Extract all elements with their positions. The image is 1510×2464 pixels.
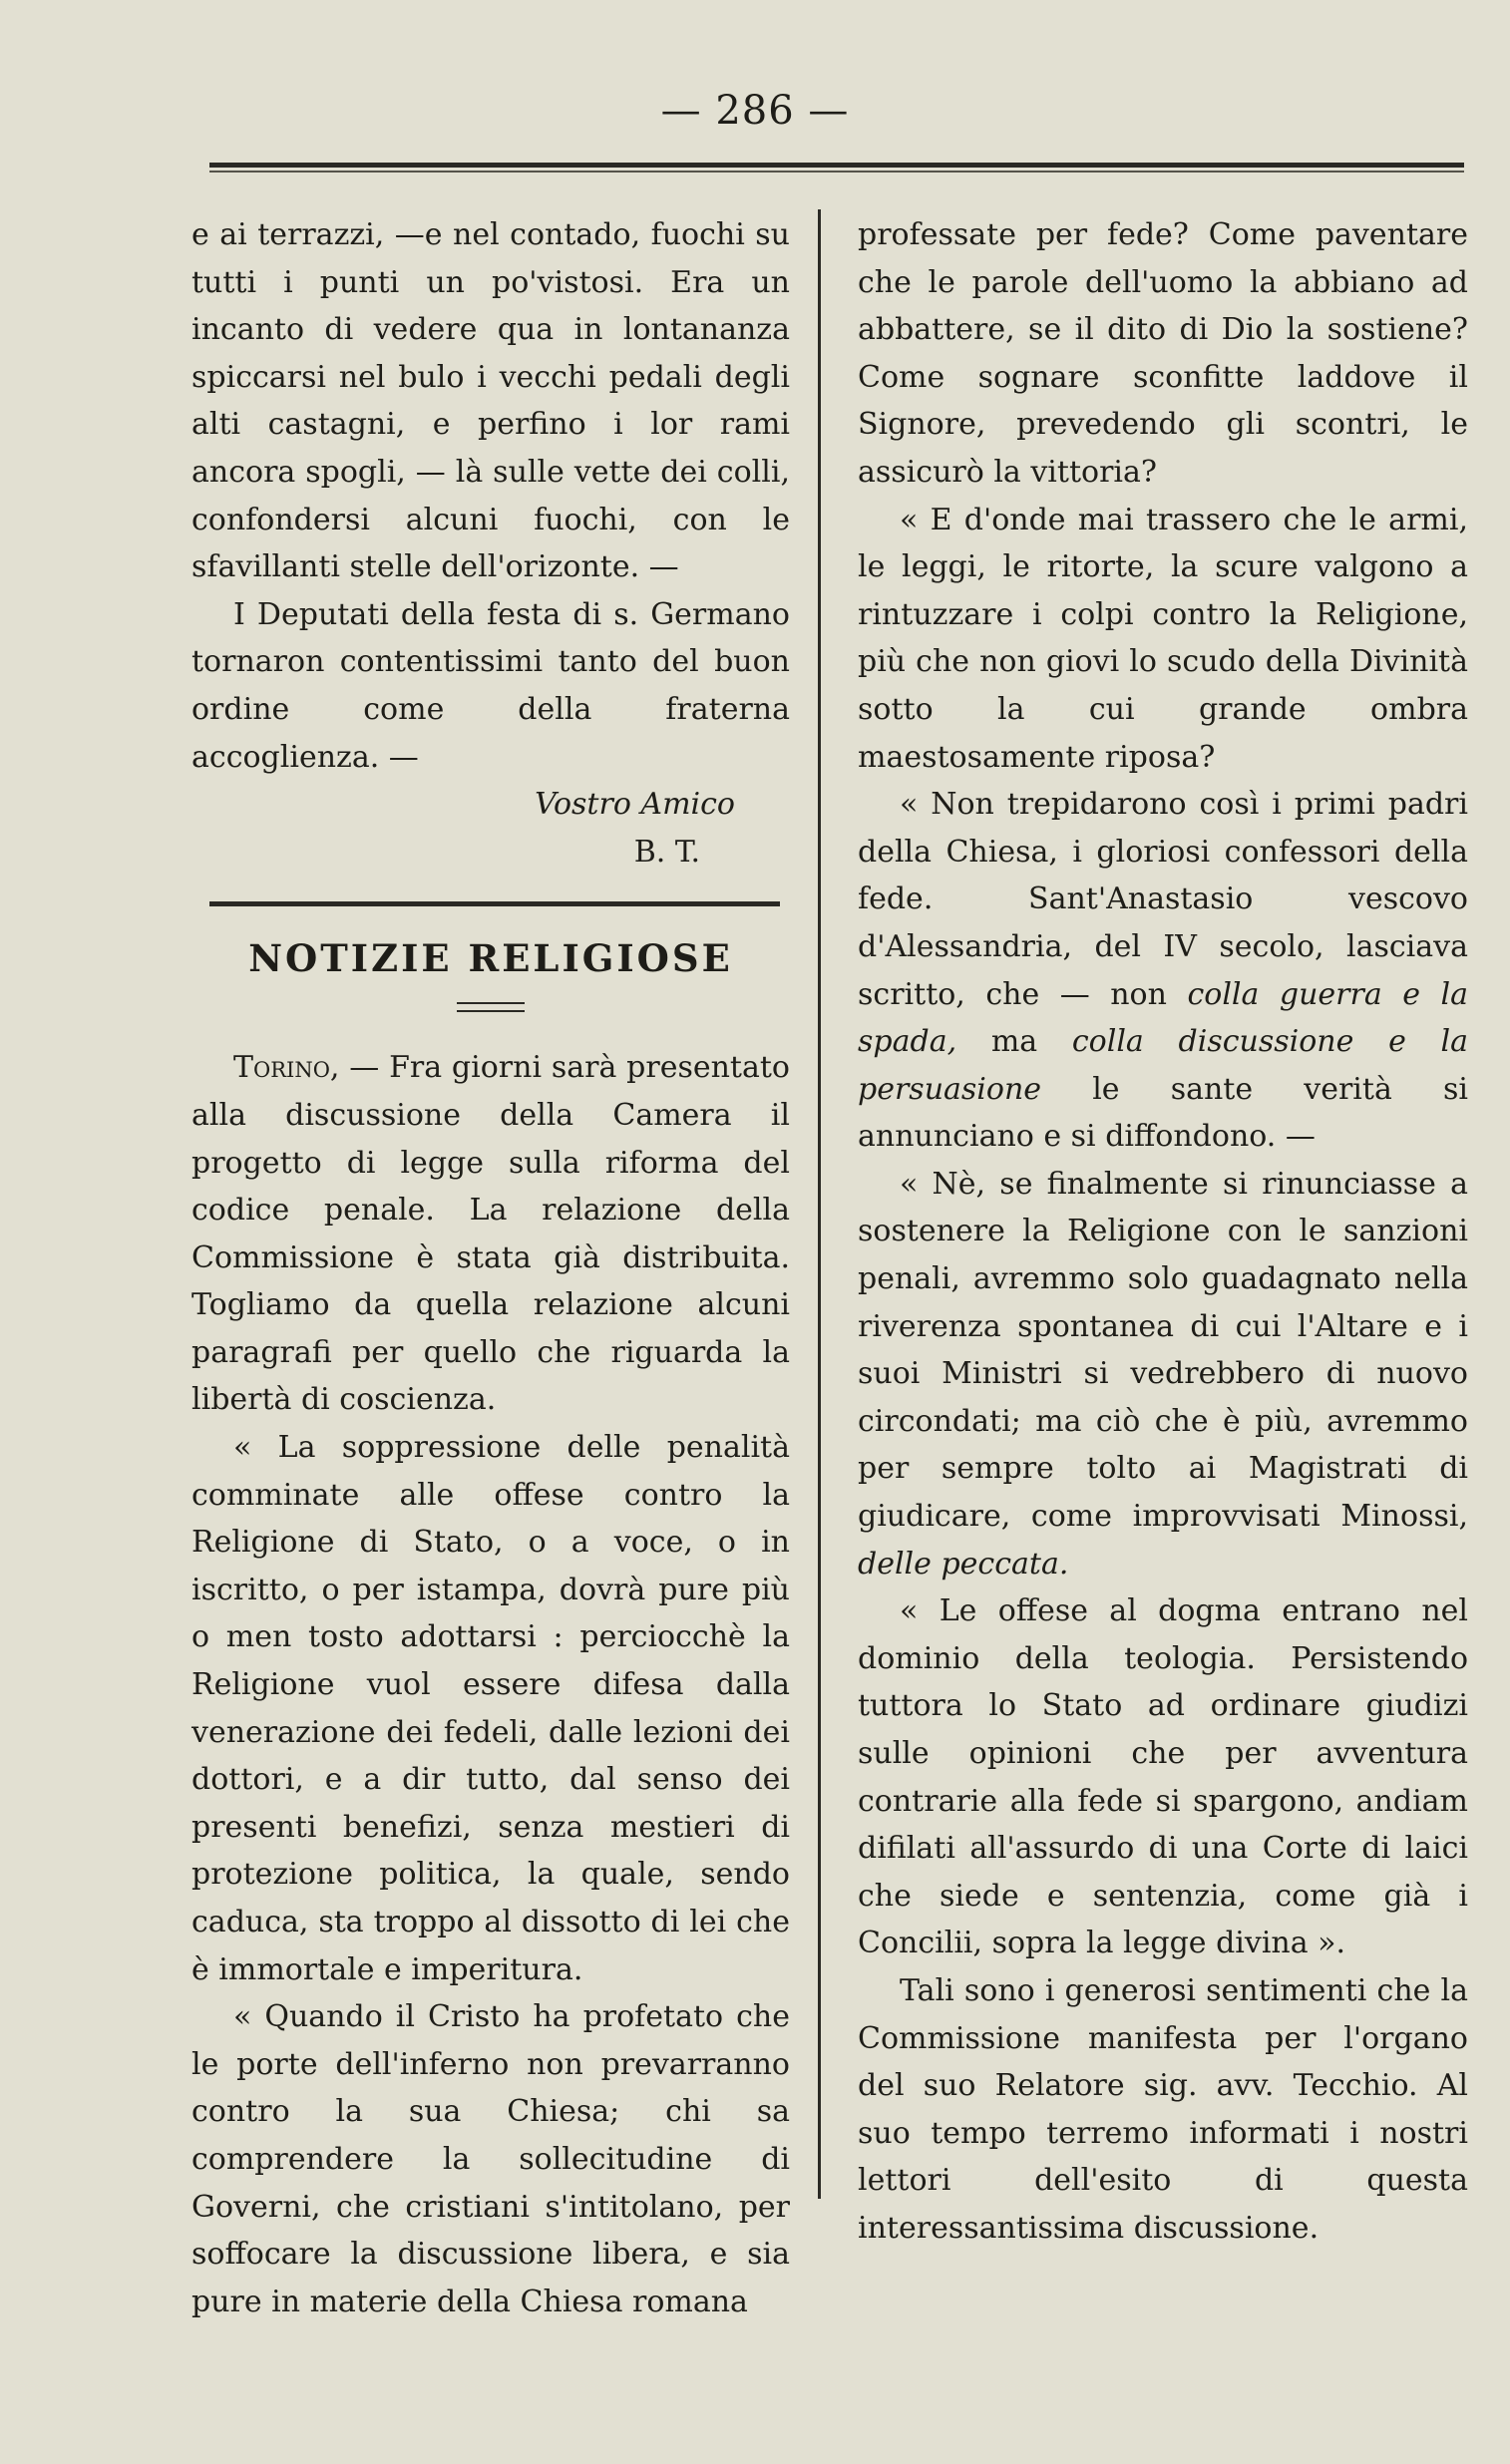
author-initials: B. T. xyxy=(633,834,700,870)
paragraph-text: « Non trepidarono così i primi padri della Chiesa, i gloriosi confessori della fede. Sant'Anastasio vescovo d'Alessandria, del IV secolo, lasciava scritto, che — non xyxy=(858,787,1468,1012)
paragraph-text: ma xyxy=(956,1024,1072,1060)
paragraph xyxy=(858,1161,1468,1587)
left-column xyxy=(191,211,790,2325)
paragraph-text: — Fra giorni sarà presentato alla discussione della Camera il progetto di legge sulla riforma del codice penale. La relazione della Commissione è stata già distribuita. Togliamo da quella relazione alcuni paragrafi per quello che riguarda la libertà di coscienza. xyxy=(191,1050,790,1418)
paragraph: e ai terrazzi, —e nel contado, fuochi su tutti i punti un po'vistosi. Era un incanto di vedere qua in lontananza spiccarsi nel bulo i vecchi pedali degli alti castagni, e perfino i lor rami ancora spogli, — là sulle vette dei colli, confondersi alcuni fuochi, con le sfavillanti stelle dell'orizonte. — xyxy=(191,217,790,585)
paragraph: « Quando il Cristo ha profetato che le porte dell'inferno non prevarranno contro la sua Chiesa; chi sa comprendere la sollecitudine di Governi, che cristiani s'intitolano, per soffocare la discussione libera, e sia pure in materie della Chiesa romana xyxy=(191,1999,790,2319)
paragraph: « La soppressione delle penalità comminate alle offese contro la Religione di Stato, o a voce, o in iscritto, o per istampa, dovrà pure più o men tosto adottarsi : perciocchè la Religione vuol essere difesa dalla venerazione dei fedeli, dalle lezioni dei dottori, e a dir tutto, dal senso dei presenti benefizi, senza mestieri di protezione politica, la quale, sendo caduca, sta troppo al dissotto di lei che è immortale e imperitura. xyxy=(191,1430,790,1987)
paragraph: « E d'onde mai trassero che le armi, le leggi, le ritorte, la scure valgono a rintuzzare i colpi contro la Religione, più che non giovi lo scudo della Divinità sotto la cui grande ombra maestosamente riposa? xyxy=(858,502,1468,775)
section-ornament xyxy=(457,1002,525,1012)
signature: Vostro Amico xyxy=(535,787,735,823)
paragraph: Tali sono i generosi sentimenti che la Commissione manifesta per l'organo del suo Relatore sig. avv. Tecchio. Al suo tempo terremo informati i nostri lettori dell'esito di questa interessantissima discussione. xyxy=(858,1972,1468,2246)
paragraph: « Le offese al dogma entrano nel dominio della teologia. Persistendo tuttora lo Stato ad ordinare giudizi sulle opinioni che per avventura contrarie alla fede si spargono, andiam difilati all'assurdo di una Corte di laici che siede e sentenzia, come già i Concilii, sopra la legge divina ». xyxy=(858,1593,1468,1961)
right-column xyxy=(858,211,1468,2253)
italic-phrase: delle peccata. xyxy=(858,1546,1069,1582)
paragraph xyxy=(858,781,1468,1161)
page-number: — 286 — xyxy=(660,88,850,134)
section-title: NOTIZIE RELIGIOSE xyxy=(248,936,733,981)
paragraph: professate per fede? Come paventare che le parole dell'uomo la abbiano ad abbattere, se il dito di Dio la sostiene? Come sognare sconfitte laddove il Signore, prevedendo gli scontri, le assicurò la vittoria? xyxy=(858,217,1468,490)
italic-phrase: colla guerra e la spada, xyxy=(858,976,1468,1060)
header-rule xyxy=(209,163,1464,173)
paragraph xyxy=(191,1044,790,1424)
italic-phrase: colla discussione e la persuasione xyxy=(858,1024,1469,1107)
paragraph-text: le sante verità si annunciano e si diffondono. — xyxy=(858,1071,1468,1155)
column-divider xyxy=(818,209,821,2199)
dateline-place: Torino, xyxy=(233,1050,340,1086)
paragraph-text: « Nè, se finalmente si rinunciasse a sostenere la Religione con le sanzioni penali, avremmo solo guadagnato nella riverenza spontanea di cui l'Altare e i suoi Ministri si vedrebbero di nuovo circondati; ma ciò che è più, avremmo per sempre tolto ai Magistrati di giudicare, come improvvisati Minossi, xyxy=(858,1166,1468,1535)
paragraph: I Deputati della festa di s. Germano tornaron contentissimi tanto del buon ordine come della fraterna accoglienza. — xyxy=(191,596,790,775)
section-rule xyxy=(209,901,780,906)
